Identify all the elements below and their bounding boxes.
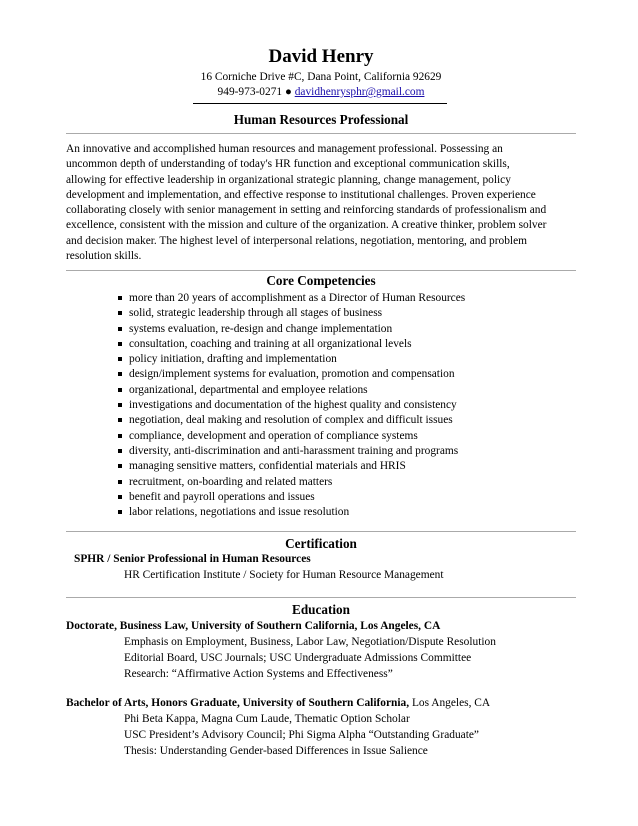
list-item: solid, strategic leadership through all stages of business (118, 306, 465, 321)
certification-issuer: HR Certification Institute / Society for Human Resource Management (124, 569, 444, 581)
summary-paragraph (66, 142, 566, 264)
list-item: compliance, development and operation of compliance systems (118, 429, 465, 444)
certification-heading: Certification (285, 536, 357, 551)
competency-list (118, 291, 465, 520)
list-item: investigations and documentation of the highest quality and consistency (118, 398, 465, 413)
square-bullet-icon (118, 388, 122, 392)
list-item: organizational, departmental and employee relations (118, 383, 465, 398)
education-detail: Phi Beta Kappa, Magna Cum Laude, Thematic Option Scholar (124, 713, 410, 725)
square-bullet-icon (118, 464, 122, 468)
list-item: systems evaluation, re-design and change implementation (118, 322, 465, 337)
candidate-name: David Henry (268, 46, 374, 67)
square-bullet-icon (118, 372, 122, 376)
list-item: negotiation, deal making and resolution of complex and difficult issues (118, 413, 465, 428)
summary-line: resolution skills. (66, 250, 142, 263)
summary-line: and decision maker. The highest level of interpersonal relations, negotiation, mentoring, and problem (66, 234, 527, 247)
divider (66, 133, 576, 134)
list-item: more than 20 years of accomplishment as a Director of Human Resources (118, 291, 465, 306)
education-heading: Education (292, 602, 350, 617)
square-bullet-icon (118, 510, 122, 514)
bullet-separator-icon: ● (284, 86, 292, 98)
square-bullet-icon (118, 296, 122, 300)
phone: 949-973-0271 (217, 86, 283, 98)
list-item: benefit and payroll operations and issues (118, 490, 465, 505)
square-bullet-icon (118, 495, 122, 499)
divider (66, 270, 576, 271)
list-item: managing sensitive matters, confidential materials and HRIS (118, 459, 465, 474)
summary-line: collaborating closely with senior management in setting and reinforcing standards of professionalism and (66, 204, 547, 217)
bachelor-heading-line (66, 697, 490, 709)
header-rule (193, 103, 447, 104)
divider (66, 597, 576, 598)
summary-line: An innovative and accomplished human resources and management professional. Possessing an (66, 143, 503, 155)
square-bullet-icon (118, 403, 122, 407)
list-item: policy initiation, drafting and implementation (118, 352, 465, 367)
square-bullet-icon (118, 327, 122, 331)
professional-title: Human Resources Professional (233, 112, 409, 127)
education-detail: Emphasis on Employment, Business, Labor Law, Negotiation/Dispute Resolution (124, 636, 496, 648)
square-bullet-icon (118, 342, 122, 346)
bachelor-location: Los Angeles, CA (411, 697, 491, 709)
summary-line: development and implementation, and effective response to institutional challenges. Proven experience (66, 188, 536, 201)
contact-line (66, 86, 576, 98)
education-detail: Research: “Affirmative Action Systems and Effectiveness” (124, 668, 393, 680)
list-item: diversity, anti-discrimination and anti-harassment training and programs (118, 444, 465, 459)
bachelor-title: Bachelor of Arts, Honors Graduate, University of Southern California, (66, 697, 410, 709)
doctorate-title: Doctorate, Business Law, University of Southern California, Los Angeles, CA (66, 620, 441, 632)
address: 16 Corniche Drive #C, Dana Point, California 92629 (200, 71, 442, 83)
education-detail: Editorial Board, USC Journals; USC Undergraduate Admissions Committee (124, 652, 472, 664)
list-item: labor relations, negotiations and issue resolution (118, 505, 465, 520)
divider (66, 531, 576, 532)
summary-line: uncommon depth of understanding of today's HR function and exceptional communication skills, (66, 158, 510, 171)
list-item: consultation, coaching and training at all organizational levels (118, 337, 465, 352)
square-bullet-icon (118, 418, 122, 422)
square-bullet-icon (118, 357, 122, 361)
education-detail: USC President’s Advisory Council; Phi Sigma Alpha “Outstanding Graduate” (124, 729, 479, 741)
square-bullet-icon (118, 449, 122, 453)
square-bullet-icon (118, 311, 122, 315)
square-bullet-icon (118, 434, 122, 438)
certification-title: SPHR / Senior Professional in Human Resources (74, 553, 311, 565)
square-bullet-icon (118, 480, 122, 484)
summary-line: excellence, consistent with the mission and culture of the organization. A creative thinker, problem solver (66, 219, 547, 232)
email-link[interactable]: davidhenrysphr@gmail.com (294, 86, 425, 98)
core-competencies-heading: Core Competencies (266, 273, 376, 288)
list-item: design/implement systems for evaluation, promotion and compensation (118, 367, 465, 382)
summary-line: allowing for effective leadership in organizational strategic planning, change management, policy (66, 173, 511, 186)
list-item: recruitment, on-boarding and related matters (118, 475, 465, 490)
education-detail: Thesis: Understanding Gender-based Differences in Issue Salience (124, 745, 428, 757)
